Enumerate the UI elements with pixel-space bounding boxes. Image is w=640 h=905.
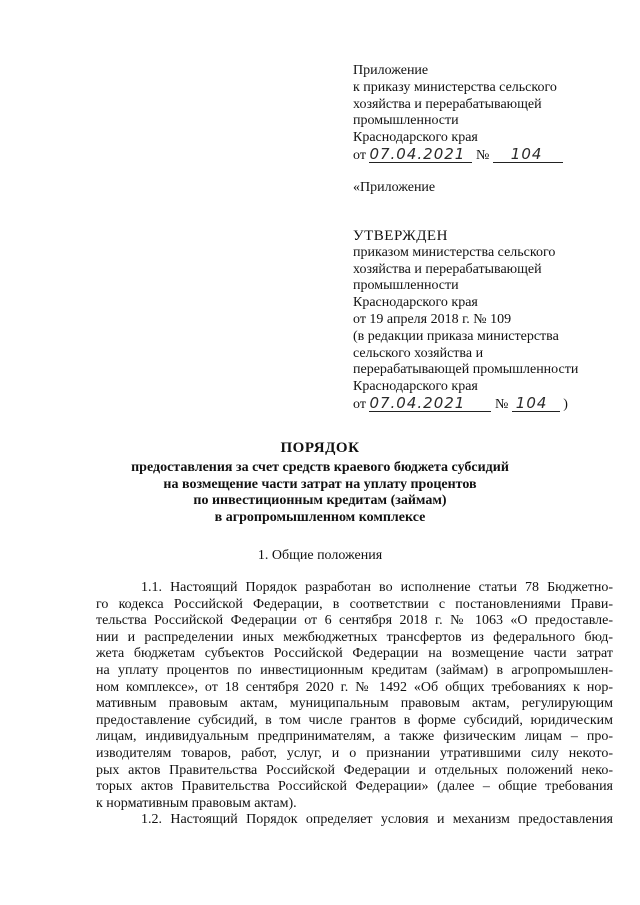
section-heading: 1. Общие положения bbox=[257, 548, 383, 563]
document-subtitle bbox=[0, 460, 640, 526]
text-line: изводителям товаров, работ, услуг, и о признании утратившими силу некото- bbox=[96, 745, 613, 761]
approval-line: Краснодарского края bbox=[353, 295, 478, 311]
paragraph-1-2: 1.2. Настоящий Порядок определяет условия и механизм предоставления bbox=[141, 812, 613, 828]
appendix-header-line: Приложение bbox=[353, 63, 429, 78]
handwritten-date: 07.04.2021 bbox=[369, 393, 466, 412]
approval-title: УТВЕРЖДЕН bbox=[353, 228, 448, 244]
subtitle-line: в агропромышленном комплексе bbox=[214, 509, 426, 525]
number-field bbox=[493, 144, 563, 163]
approval-line: хозяйства и перерабатывающей bbox=[353, 261, 542, 277]
appendix-date-line bbox=[353, 144, 613, 165]
text-line: торых актов Правительства Российской Федерации» (далее – общие требования bbox=[96, 779, 613, 795]
approval-line: (в редакции приказа министерства bbox=[353, 328, 559, 344]
handwritten-date: 07.04.2021 bbox=[369, 144, 466, 163]
approval-line: промышленности bbox=[353, 278, 459, 294]
quote-appendix bbox=[353, 180, 613, 197]
closing-paren: ) bbox=[563, 396, 568, 412]
text-line: тельства Российской Федерации от 6 сентября 2018 г. № 1063 «О предоставле- bbox=[96, 613, 613, 629]
text-line: нии и распределении иных межбюджетных трансфертов из федерального бюд- bbox=[96, 629, 613, 645]
appendix-header-line: Краснодарского края bbox=[353, 130, 478, 146]
appendix-header-line: промышленности bbox=[353, 113, 459, 129]
number-field bbox=[512, 393, 560, 412]
handwritten-number: 104 bbox=[510, 144, 543, 163]
number-prefix: № bbox=[494, 396, 509, 412]
subtitle-line: на возмещение части затрат на уплату процентов bbox=[163, 476, 477, 492]
approval-line: Краснодарского края bbox=[353, 379, 478, 395]
handwritten-number: 104 bbox=[515, 393, 548, 412]
text-line: жета бюджетам субъектов Российской Федерации на возмещение части затрат bbox=[96, 646, 613, 662]
text-line: мативным правовым актам, муниципальным правовым актам, регулирующим bbox=[96, 696, 613, 712]
appendix-header-line: хозяйства и перерабатывающей bbox=[353, 96, 542, 112]
date-prefix: от bbox=[353, 147, 366, 163]
text-line: лицам, индивидуальным предпринимателям, а также физическим лицам – про- bbox=[96, 729, 613, 745]
date-field bbox=[369, 144, 472, 163]
date-field bbox=[369, 393, 491, 412]
text-line: предоставление субсидий, в том числе грантов в форме субсидий, юридическим bbox=[96, 712, 613, 728]
paragraph-1-1 bbox=[96, 580, 613, 829]
text-line: на уплату процентов по инвестиционным кредитам (займам) в агропромышлен- bbox=[96, 662, 613, 678]
document-title: ПОРЯДОК bbox=[280, 440, 360, 456]
quote-appendix-text: «Приложение bbox=[353, 180, 436, 195]
approval-line: сельского хозяйства и bbox=[353, 345, 484, 361]
text-line: 1.1. Настоящий Порядок разработан во исполнение статьи 78 Бюджетно- bbox=[141, 580, 613, 595]
approval-line: приказом министерства сельского bbox=[353, 244, 556, 260]
text-line: к нормативным правовым актам). bbox=[96, 795, 297, 811]
appendix-header-line: к приказу министерства сельского bbox=[353, 79, 557, 95]
approval-block bbox=[353, 228, 613, 414]
approval-line: от 19 апреля 2018 г. № 109 bbox=[353, 311, 512, 327]
text-line: го кодекса Российской Федерации, в соответствии с постановлениями Прави- bbox=[96, 596, 613, 612]
approval-line: перерабатывающей промышленности bbox=[353, 362, 579, 378]
text-line: рых актов Правительства Российской Федерации и отдельных положений неко- bbox=[96, 762, 613, 778]
subtitle-line: предоставления за счет средств краевого бюджета субсидий bbox=[131, 460, 509, 475]
number-prefix: № bbox=[475, 147, 490, 163]
approval-date-line bbox=[353, 393, 613, 414]
subtitle-line: по инвестиционным кредитам (займам) bbox=[193, 493, 447, 508]
appendix-header bbox=[353, 63, 613, 165]
text-line: ном комплексе», от 18 сентября 2020 г. № 1492 «Об общих требованиях к нор- bbox=[96, 679, 613, 695]
date-prefix: от bbox=[353, 396, 366, 412]
